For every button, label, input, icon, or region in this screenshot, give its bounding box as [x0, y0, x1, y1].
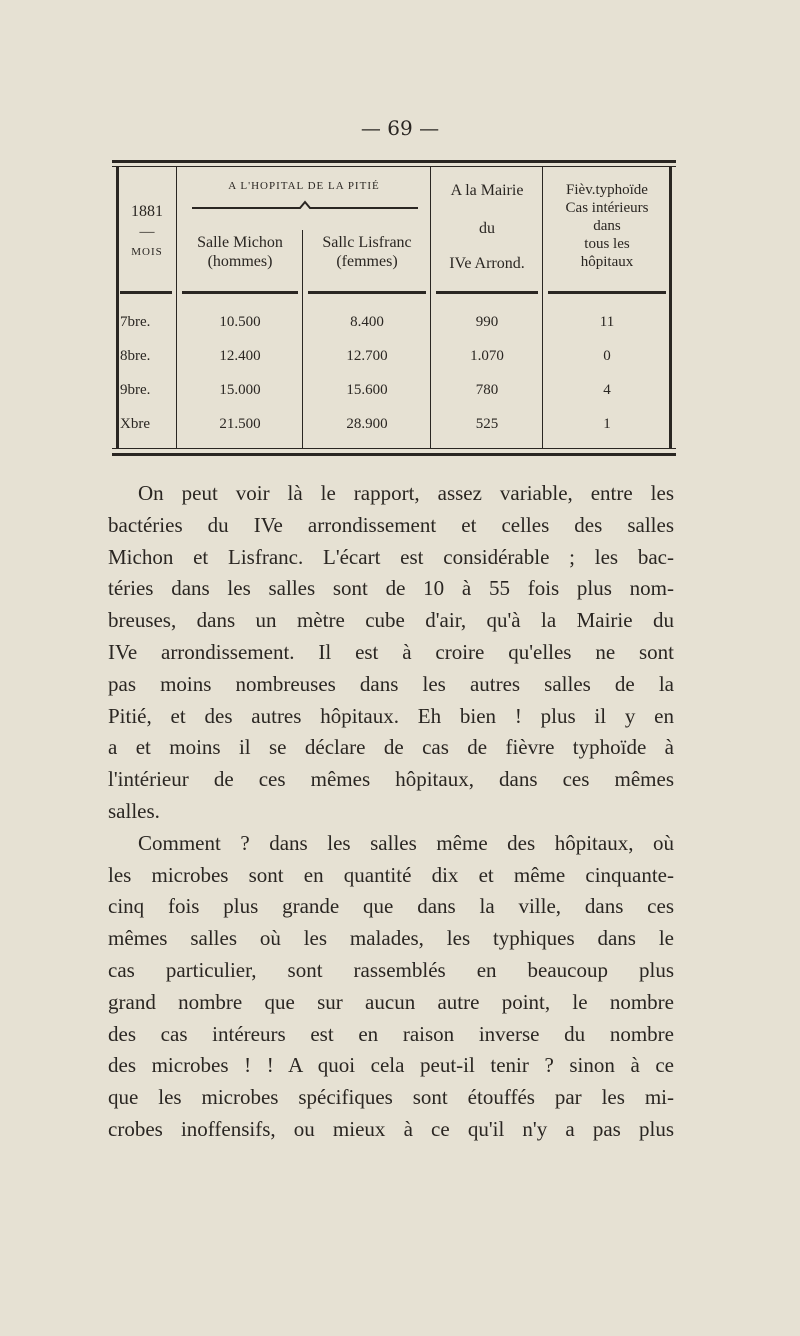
table-row	[112, 312, 676, 342]
header-mairie: A la Mairie	[450, 182, 524, 199]
text-line: les microbes sont en quantité dix et même cinquante-	[108, 862, 674, 887]
text-line: des cas intéreurs est en raison inverse du nombre	[108, 1021, 674, 1046]
header-dash: —	[139, 224, 155, 240]
text-line: que les microbes spécifiques sont étouffés par les mi-	[108, 1085, 674, 1110]
table-bottom-rule	[112, 453, 676, 456]
header-lisfranc: Sallc Lisfranc	[322, 234, 412, 251]
text-line: l'intérieur de ces mêmes hôpitaux, dans ces mêmes	[108, 767, 674, 792]
text-line: Pitié, et des autres hôpitaux. Eh bien ! plus il y en	[108, 703, 674, 728]
text-line: pas moins nombreuses dans les autres salles de la	[108, 671, 674, 696]
text-line: IVe arrondissement. Il est à croire qu'elles ne sont	[108, 639, 674, 664]
text-line: cas particulier, sont rassemblés en beaucoup plus	[108, 957, 674, 982]
row-lisfranc: 28.900	[346, 416, 388, 432]
row-fievre: 4	[603, 382, 611, 398]
text-line: On peut voir là le rapport, assez variable, entre les	[138, 481, 674, 505]
table-top-rule	[112, 160, 676, 163]
row-fievre: 0	[603, 348, 611, 364]
text-line: mêmes salles où les malades, les typhiques dans le	[108, 926, 674, 951]
header-femmes: (femmes)	[336, 253, 398, 270]
row-mairie: 990	[475, 314, 499, 330]
header-arrond: IVe Arrond.	[449, 255, 525, 272]
header-cas: Cas intérieurs	[565, 200, 649, 216]
paragraph-1	[108, 478, 674, 828]
row-mairie: 780	[475, 382, 499, 398]
header-separator	[308, 291, 426, 294]
header-hospital-group: A L'HOPITAL DE LA PITIÉ	[228, 180, 380, 192]
row-month: 8bre.	[120, 348, 151, 364]
row-mairie: 1.070	[470, 348, 504, 364]
header-fievre: Fièv.typhoïde	[566, 182, 648, 198]
header-dans: dans	[593, 218, 621, 234]
row-month: Xbre	[120, 416, 150, 432]
row-mairie: 525	[475, 416, 499, 432]
header-year: 1881	[131, 203, 163, 220]
row-michon: 21.500	[219, 416, 261, 432]
row-michon: 15.000	[219, 382, 261, 398]
header-separator	[436, 291, 538, 294]
row-month: 9bre.	[120, 382, 151, 398]
table-bottom-rule-thin	[112, 448, 676, 449]
text-line: crobes inoffensifs, ou mieux à ce qu'il n'y a pas plus	[108, 1116, 674, 1141]
header-du: du	[479, 220, 495, 237]
text-line: bactéries du IVe arrondissement et celles des salles	[108, 512, 674, 537]
brace-decoration	[190, 200, 420, 214]
table-row	[112, 380, 676, 410]
header-michon: Salle Michon	[197, 234, 283, 251]
text-line: salles.	[108, 798, 160, 823]
row-month: 7bre.	[120, 314, 151, 330]
table-row	[112, 414, 676, 444]
header-hopitaux: hôpitaux	[580, 254, 634, 270]
row-michon: 12.400	[219, 348, 261, 364]
text-line: des microbes ! ! A quoi cela peut-il tenir ? sinon à ce	[108, 1053, 674, 1078]
text-line: a et moins il se déclare de cas de fièvre typhoïde à	[108, 735, 674, 760]
header-separator	[548, 291, 666, 294]
body-text	[108, 478, 674, 1146]
text-line: Comment ? dans les salles même des hôpitaux, où	[138, 830, 674, 855]
text-line: Michon et Lisfranc. L'écart est considérable ; les bac-	[108, 544, 674, 569]
paragraph-2	[108, 828, 674, 1146]
page-number: — 69 —	[360, 116, 440, 140]
table-row	[112, 346, 676, 376]
row-lisfranc: 15.600	[346, 382, 388, 398]
text-line: téries dans les salles sont de 10 à 55 fois plus nom-	[108, 576, 674, 601]
row-fievre: 11	[599, 314, 615, 330]
row-michon: 10.500	[219, 314, 261, 330]
text-line: cinq fois plus grande que dans la ville, dans ces	[108, 894, 674, 919]
header-separator	[182, 291, 298, 294]
header-mois: MOIS	[131, 246, 163, 258]
header-separator	[120, 291, 172, 294]
row-lisfranc: 8.400	[350, 314, 384, 330]
text-line: breuses, dans un mètre cube d'air, qu'à la Mairie du	[108, 608, 674, 633]
table-top-rule-thin	[112, 166, 676, 167]
text-line: grand nombre que sur aucun autre point, le nombre	[108, 989, 674, 1014]
header-tous: tous les	[584, 236, 630, 252]
row-lisfranc: 12.700	[346, 348, 388, 364]
header-hommes: (hommes)	[207, 253, 273, 270]
statistics-table	[112, 160, 676, 456]
row-fievre: 1	[603, 416, 611, 432]
